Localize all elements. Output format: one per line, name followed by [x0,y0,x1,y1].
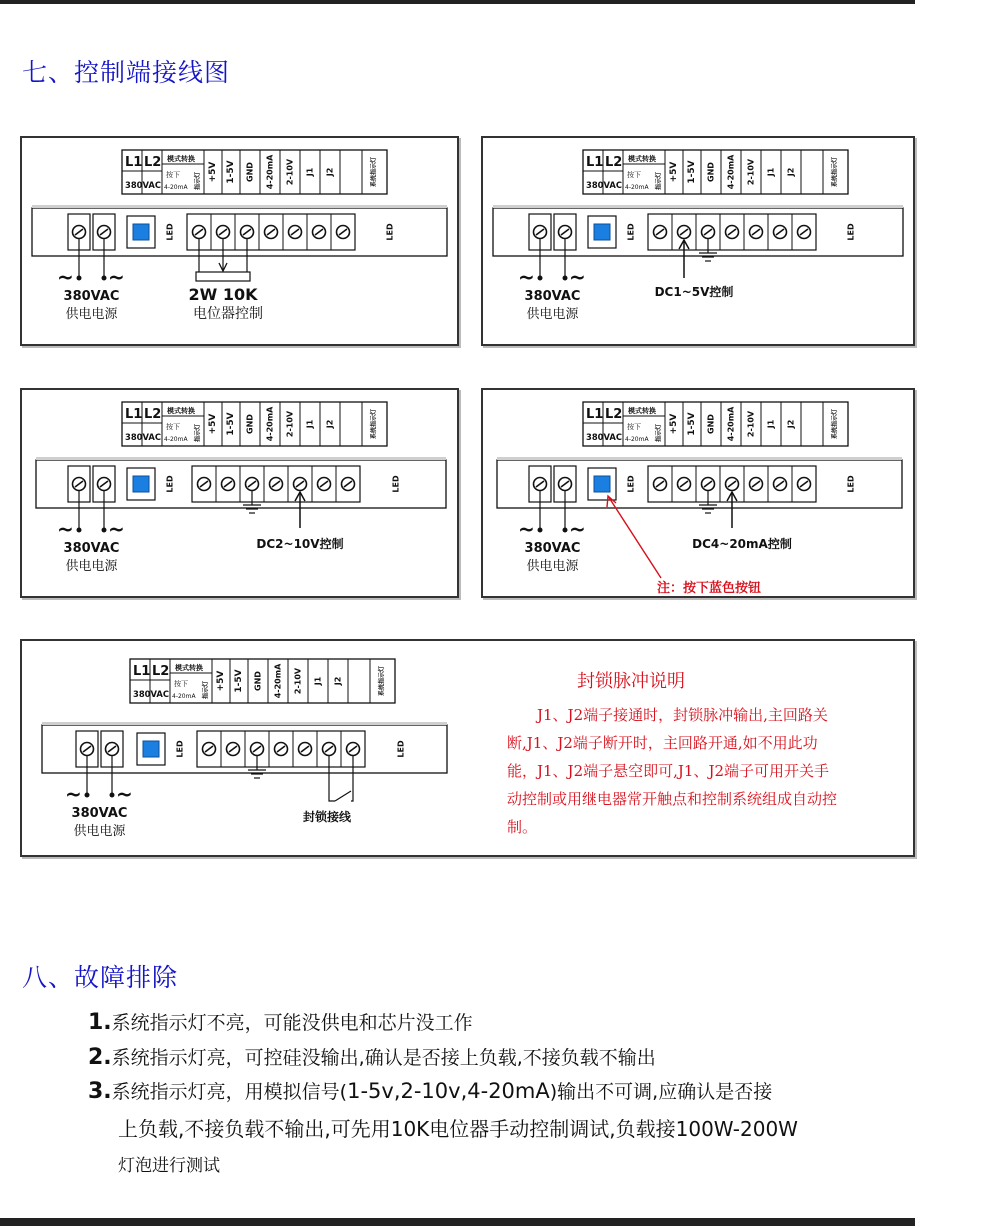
troubleshooting-item-2 [88,1043,656,1070]
label-4-20ma: 4-20mA [265,406,275,442]
label-1-5v: 1-5V [226,160,236,184]
label-system-indicator: 系统指示灯 [831,408,839,440]
ac-tilde-icon: ~ [116,782,133,806]
label-gnd: GND [245,414,255,434]
dc2-10v-label: DC2~10V控制 [256,537,344,551]
label-j2: J2 [325,167,335,177]
label-plus5v: +5V [216,670,226,692]
troubleshooting-item-1 [88,1008,473,1035]
led-label: LED [626,475,636,493]
ac-tilde-icon: ~ [65,782,82,806]
label-1-5v: 1-5V [687,412,697,436]
label-indicator: 指示灯 [202,680,210,700]
ac-node [110,793,115,798]
ac-tilde-icon: ~ [108,265,125,289]
label-mode-switch: 模式转换 [167,155,195,163]
label-4-20ma: 4-20mA [726,154,736,190]
label-l2: L2 [605,407,623,422]
item-text: 系统指示灯亮，可控硅没输出,确认是否接上负载,不接负载不输出 [111,1047,656,1069]
system-led-label: LED [396,740,406,758]
label-press: 按下 [627,171,641,179]
ac-tilde-icon: ~ [518,265,535,289]
label-system-indicator: 系统指示灯 [831,156,839,188]
potentiometer-icon [196,272,250,281]
blue-mode-button [594,224,610,240]
item-text-after: )输出不可调,应确认是否接 [549,1081,773,1103]
label-j1: J1 [305,419,315,429]
bottom-rule [0,1218,915,1226]
label-4-20ma: 4-20mA [726,406,736,442]
item-number: 2. [88,1045,112,1070]
label-indicator: 指示灯 [194,171,202,191]
led-label: LED [165,223,175,241]
ac-tilde-icon: ~ [108,517,125,541]
label-l2: L2 [605,155,623,170]
label-j2: J2 [333,676,343,686]
label-press: 按下 [174,680,188,688]
power-source-label: 供电电源 [526,307,579,322]
label-l1: L1 [586,155,604,170]
label-plus5v: +5V [208,413,218,435]
panel-dc1-5v [481,136,915,346]
label-380vac: 380VAC [125,433,162,443]
dc4-20ma-label: DC4~20mA控制 [692,537,792,551]
label-l2: L2 [152,664,170,679]
label-4-20ma: 4-20mA [273,663,283,699]
blue-mode-button [143,741,159,757]
blue-mode-button [594,476,610,492]
label-press: 按下 [166,423,180,431]
label-j1: J1 [313,676,323,686]
ac-node [102,528,107,533]
power-source-label: 供电电源 [65,559,118,574]
ac-tilde-icon: ~ [57,265,74,289]
power-voltage-label: 380VAC [71,806,128,821]
power-source-label: 供电电源 [526,559,579,574]
terminal-block-edge [497,457,902,460]
led-label: LED [626,223,636,241]
top-rule [0,0,915,4]
label-press: 按下 [627,423,641,431]
section-7-heading: 七、控制端接线图 [22,58,231,87]
label-j2: J2 [786,419,796,429]
label-gnd: GND [253,671,263,691]
terminal-block-edge [32,205,447,208]
label-j2: J2 [325,419,335,429]
power-voltage-label: 380VAC [63,541,120,556]
label-2-10v: 2-10V [285,410,295,438]
blue-mode-button [133,476,149,492]
label-2-10v: 2-10V [746,410,756,438]
blue-button-note: 注：按下蓝色按钮 [657,581,762,596]
label-plus5v: +5V [669,161,679,183]
label-gnd: GND [245,162,255,182]
label-4-20ma: 4-20mA [265,154,275,190]
led-label: LED [165,475,175,493]
label-1-5v: 1-5V [687,160,697,184]
system-led-label: LED [846,475,856,493]
ac-node [538,528,543,533]
system-led-label: LED [391,475,401,493]
label-j1: J1 [305,167,315,177]
dc1-5v-label: DC1~5V控制 [654,285,734,299]
label-press: 按下 [166,171,180,179]
panel-potentiometer [20,136,459,346]
lockout-note-title: 封锁脉冲说明 [577,671,685,692]
lockout-note-body: J1、J2端子接通时，封锁脉冲输出,主回路关断,J1、J2端子断开时，主回路开通,如不用此功能，J1、J2端子悬空即可,J1、J2端子可用开关手动控制或用继电器常开触点和控制系统组成自动控制。 [507,706,838,836]
system-led-label: LED [385,223,395,241]
label-380vac: 380VAC [125,181,162,191]
ac-tilde-icon: ~ [569,517,586,541]
label-gnd: GND [706,414,716,434]
label-mode-switch: 模式转换 [167,407,195,415]
label-4-20ma-mode: 4-20mA [164,436,188,443]
ac-tilde-icon: ~ [518,517,535,541]
label-mode-switch: 模式转换 [628,155,656,163]
power-voltage-label: 380VAC [524,541,581,556]
label-system-indicator: 系统指示灯 [370,408,378,440]
terminal-block-edge [493,205,903,208]
item-number: 3. [88,1079,112,1104]
ac-node [85,793,90,798]
label-4-20ma-mode: 4-20mA [164,184,188,191]
label-l2: L2 [144,407,162,422]
label-plus5v: +5V [208,161,218,183]
panel-lockout [20,639,915,857]
ac-tilde-icon: ~ [57,517,74,541]
troubleshooting-item-3 [88,1077,772,1104]
panel-dc4-20ma [481,388,915,598]
label-mode-switch: 模式转换 [175,664,203,672]
ac-node [563,276,568,281]
power-source-label: 供电电源 [73,824,126,839]
label-1-5v: 1-5V [234,669,244,693]
label-2-10v: 2-10V [746,158,756,186]
item-signal: 1-5v,2-10v,4-20mA [347,1079,550,1103]
label-2-10v: 2-10V [293,667,303,695]
label-indicator: 指示灯 [655,171,663,191]
label-j1: J1 [766,167,776,177]
label-indicator: 指示灯 [194,423,202,443]
power-voltage-label: 380VAC [524,289,581,304]
label-1-5v: 1-5V [226,412,236,436]
switch-icon [335,791,351,801]
label-380vac: 380VAC [133,690,170,700]
label-system-indicator: 系统指示灯 [370,156,378,188]
label-4-20ma-mode: 4-20mA [172,693,196,700]
lockout-note [507,667,847,857]
troubleshooting-item-3-continuation: 灯泡进行测试 [118,1156,220,1176]
pot-caption-label: 电位器控制 [193,306,263,322]
label-plus5v: +5V [669,413,679,435]
item-text-before: 系统指示灯亮，用模拟信号( [111,1081,348,1103]
label-l1: L1 [133,664,151,679]
system-led-label: LED [846,223,856,241]
label-380vac: 380VAC [586,181,623,191]
terminal-block-edge [42,722,447,725]
label-l1: L1 [586,407,604,422]
label-l2: L2 [144,155,162,170]
item-text: 系统指示灯不亮，可能没供电和芯片没工作 [111,1012,473,1034]
lock-wiring-label: 封锁接线 [302,810,352,824]
label-j1: J1 [766,419,776,429]
label-indicator: 指示灯 [655,423,663,443]
ac-tilde-icon: ~ [569,265,586,289]
troubleshooting-item-3-continuation: 上负载,不接负载不输出,可先用10K电位器手动控制调试,负载接100W-200W [118,1117,798,1141]
label-mode-switch: 模式转换 [628,407,656,415]
label-2-10v: 2-10V [285,158,295,186]
label-l1: L1 [125,407,143,422]
ac-node [77,528,82,533]
label-gnd: GND [706,162,716,182]
terminal-block-edge [36,457,446,460]
led-label: LED [175,740,185,758]
label-380vac: 380VAC [586,433,623,443]
label-4-20ma-mode: 4-20mA [625,184,649,191]
label-system-indicator: 系统指示灯 [378,665,386,697]
item-number: 1. [88,1010,112,1035]
label-4-20ma-mode: 4-20mA [625,436,649,443]
label-j2: J2 [786,167,796,177]
pot-spec-label: 2W 10K [188,285,258,304]
ac-node [77,276,82,281]
panel-dc2-10v [20,388,459,598]
blue-mode-button [133,224,149,240]
section-8-heading: 八、故障排除 [22,963,179,992]
ac-node [563,528,568,533]
power-voltage-label: 380VAC [63,289,120,304]
power-source-label: 供电电源 [65,307,118,322]
label-l1: L1 [125,155,143,170]
ac-node [538,276,543,281]
ac-node [102,276,107,281]
